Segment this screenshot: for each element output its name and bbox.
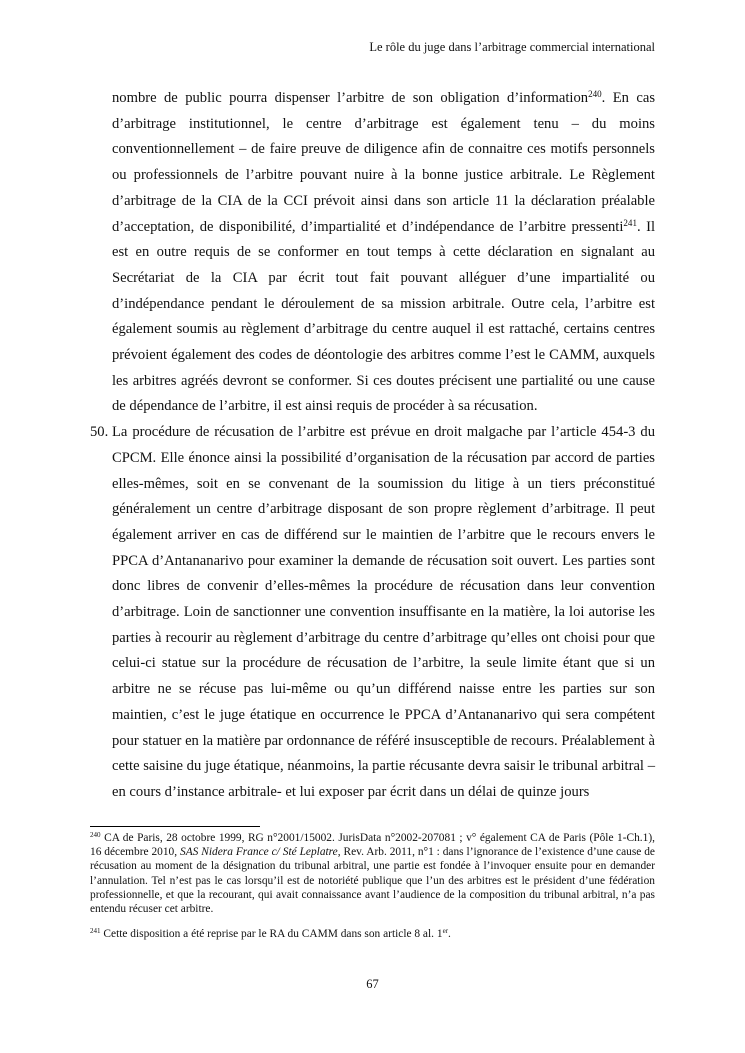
numbered-paragraph-50 [90,420,655,806]
text-run: CA de Paris, 28 octobre 1999, RG n°2001/15002. JurisData n°2002-207081 ; v° également CA de Paris (Pôle 1-Ch.1), 16 décembre 2010, [90,832,655,859]
paragraph-number: 50. [90,424,109,441]
text-run: Cette disposition a été reprise par le RA du CAMM dans son article 8 al. 1 [100,928,443,941]
running-header: Le rôle du juge dans l’arbitrage commercial international [369,40,655,54]
text-run: . [448,928,451,941]
main-text [90,86,655,806]
case-name: SAS Nidera France c/ Sté Leplatre [180,846,338,859]
text-run: . En cas d’arbitrage institutionnel, le centre d’arbitrage est également tenu – du moins conventionnellement – de faire preuve de diligence afin de connaitre ces motifs personnels ou professionnels de l’arbitre pouvant nuire à la bonne justice arbitrale. Le Règlement d’arbitrage de la CIA de la CCI prévoit ainsi dans son article 11 la déclaration préalable d’acceptation, de disponibilité, d’impartialité et d’indépendance de l’arbitre pressenti [112,90,656,235]
ordinal-suffix: er [442,927,449,936]
text-run: , Rev. Arb. 2011, n°1 : dans l’ignorance de l’existence d’une cause de récusation au moment de la désignation du tribunal arbitral, une partie est fondée à l’invoquer ensuite pour en demander l’annulation. Tel n’est pas le cas lorsqu’il est de notoriété publique que l’un des arbitres est le président d’une fédération professionnelle, et que la recourant, qui avait connaissance avant l’audience de la composition du tribunal arbitral, n’a pas entendu récuser cet arbitre. [90,846,655,916]
footnote-240 [90,831,655,916]
text-run: nombre de public pourra dispenser l’arbitre de son obligation d’information [112,90,589,106]
footnote-mark: 240 [90,831,101,840]
footnotes [90,831,655,952]
text-run: . Il est en outre requis de se conformer en tout temps à cette déclaration en signalant au Secrétariat de la CIA par écrit tout fait pouvant alléguer d’une impartialité ou d’indépendance pendant le déroulement de sa mission arbitrale. Outre cela, l’arbitre est également soumis au règlement d’arbitrage du centre auquel il est rattaché, certains centres prévoient également des codes de déontologie des arbitres comme l’est le CAMM, auxquels les arbitres agréés devront se conformer. Si ces doutes précisent une partialité ou une cause de dépendance de l’arbitre, il est ainsi requis de procéder à sa récusation. [112,218,656,415]
page-number: 67 [366,977,379,991]
footnote-ref-240[interactable]: 240 [588,89,602,100]
footnote-ref-241[interactable]: 241 [623,217,637,228]
text-run: La procédure de récusation de l’arbitre est prévue en droit malgache par l’article 454-3 du CPCM. Elle énonce ainsi la possibilité d’organisation de la récusation par accord de parties elles-mêmes, soit en se convenant de la soumission du litige à un tiers préconstitué généralement un centre d’arbitrage disposant de son propre règlement d’arbitrage. Il peut également arriver en cas de différend sur le maintien de l’arbitre que le recours envers le PPCA d’Antananarivo pour examiner la demande de récusation soit ouvert. Les parties sont donc libres de convenir d’elles-mêmes la procédure de récusation dans leur convention d’arbitrage. Loin de sanctionner une convention insuffisante en la matière, la loi autorise les parties à recourir au règlement d’arbitrage du centre d’arbitrage qu’elles ont choisi pour que celui-ci statue sur la procédure de récusation de l’arbitre, la seule limite étant que si un arbitre ne se récuse pas lui-même ou qu’un différend naisse entre les parties sur son maintien, c’est le juge étatique en occurrence le PPCA d’Antananarivo qui sera compétent pour statuer en la matière par ordonnance de référé insusceptible de recours. Préalablement à cette saisine du juge étatique, néanmoins, la partie récusante devra saisir le tribunal arbitral – en cours d’instance arbitrale- et lui exposer par écrit dans un délai de quinze jours [112,424,655,800]
footnote-241 [90,927,655,941]
footnote-mark: 241 [90,927,101,936]
footnote-separator [90,826,260,827]
paragraph-continuation [112,86,655,420]
